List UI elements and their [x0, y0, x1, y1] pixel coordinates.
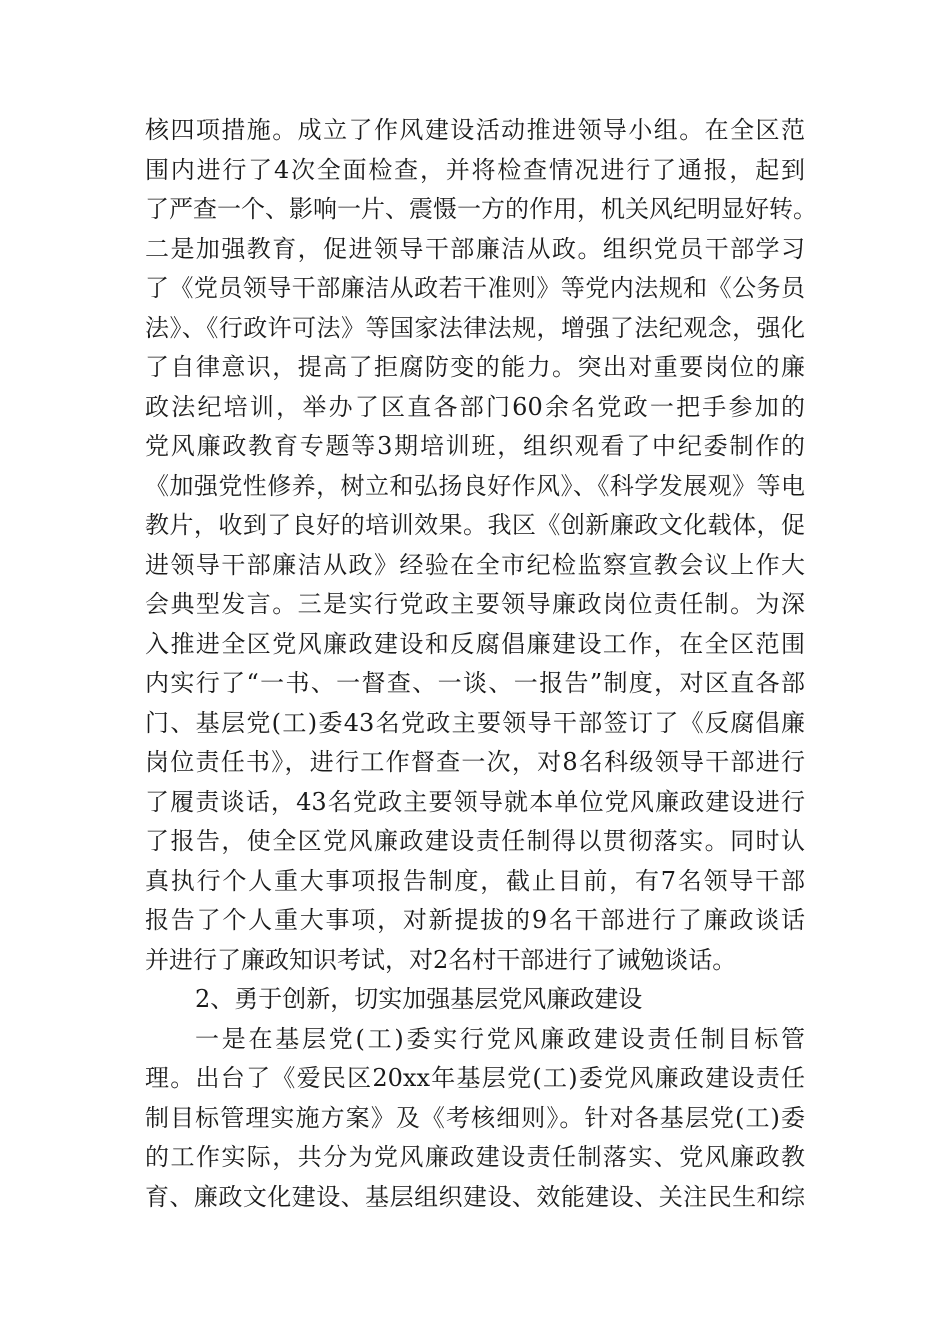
text-line: 一是在基层党(工)委实行党风廉政建设责任制目标管	[195, 1025, 805, 1053]
text-line: 育、廉政文化建设、基层组织建设、效能建设、关注民生和综	[145, 1183, 805, 1211]
text-line: 核四项措施。成立了作风建设活动推进领导小组。在全区范	[145, 116, 805, 144]
text-line: 了《党员领导干部廉洁从政若干准则》等党内法规和《公务员	[145, 274, 805, 302]
text-line: 岗位责任书》，进行工作督查一次，对8名科级领导干部进行	[145, 748, 805, 776]
text-line: 《加强党性修养，树立和弘扬良好作风》、《科学发展观》等电	[145, 472, 805, 500]
text-line: 进领导干部廉洁从政》经验在全市纪检监察宣教会议上作大	[145, 551, 805, 579]
text-line: 了自律意识，提高了拒腐防变的能力。突出对重要岗位的廉	[145, 353, 805, 381]
text-line: 政法纪培训，举办了区直各部门60余名党政一把手参加的	[145, 393, 805, 421]
text-line: 内实行了“一书、一督查、一谈、一报告”制度，对区直各部	[145, 669, 805, 697]
text-line: 了履责谈话，43名党政主要领导就本单位党风廉政建设进行	[145, 788, 805, 816]
section-heading: 2、勇于创新，切实加强基层党风廉政建设	[195, 985, 643, 1013]
text-line: 真执行个人重大事项报告制度，截止目前，有7名领导干部	[145, 867, 805, 895]
text-line: 法》、《行政许可法》等国家法律法规，增强了法纪观念，强化	[145, 314, 805, 342]
text-line: 党风廉政教育专题等3期培训班，组织观看了中纪委制作的	[145, 432, 805, 460]
text-line: 二是加强教育，促进领导干部廉洁从政。组织党员干部学习	[145, 235, 805, 263]
text-line: 理。出台了《爱民区20xx年基层党(工)委党风廉政建设责任	[145, 1064, 805, 1092]
text-line: 围内进行了4次全面检查，并将检查情况进行了通报，起到	[145, 156, 805, 184]
text-line: 门、基层党(工)委43名党政主要领导干部签订了《反腐倡廉	[145, 709, 805, 737]
text-line: 的工作实际，共分为党风廉政建设责任制落实、党风廉政教	[145, 1143, 805, 1171]
text-line: 报告了个人重大事项，对新提拔的9名干部进行了廉政谈话	[145, 906, 805, 934]
text-line: 制目标管理实施方案》及《考核细则》。针对各基层党(工)委	[145, 1104, 805, 1132]
text-line: 教片，收到了良好的培训效果。我区《创新廉政文化载体，促	[145, 511, 805, 539]
text-line: 入推进全区党风廉政建设和反腐倡廉建设工作，在全区范围	[145, 630, 805, 658]
text-line: 了严查一个、影响一片、震慑一方的作用，机关风纪明显好转。	[145, 195, 817, 223]
text-line: 会典型发言。三是实行党政主要领导廉政岗位责任制。为深	[145, 590, 805, 618]
text-line: 并进行了廉政知识考试，对2名村干部进行了诫勉谈话。	[145, 946, 737, 974]
text-line: 了报告，使全区党风廉政建设责任制得以贯彻落实。同时认	[145, 827, 805, 855]
